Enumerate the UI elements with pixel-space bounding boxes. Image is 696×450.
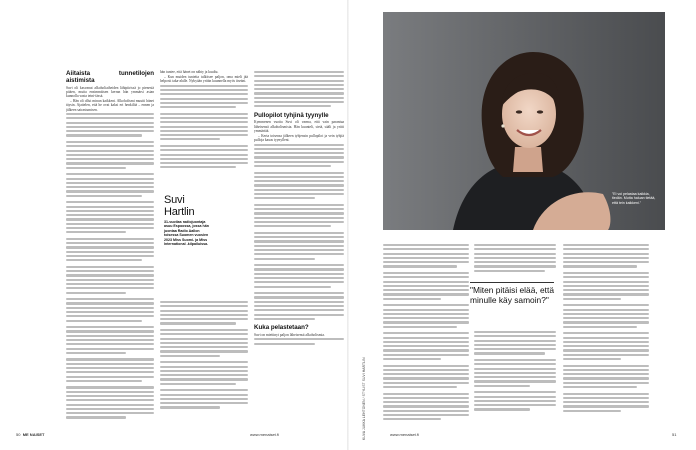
page-gutter — [347, 0, 349, 450]
article-paragraph: Kymmenen vuotta Suvi oli varma, että vain parantua läheisensä alkoholismista. Hän kuunteli, sietä, sääli ja yritti ymmärtää. — [254, 120, 344, 133]
section-heading-2: Pullopilot tyhjinä tyynylle — [254, 111, 329, 119]
article-column-1 — [66, 70, 154, 426]
article-column-2-bottom — [160, 300, 248, 426]
footer-left — [16, 432, 44, 437]
photo-caption: "Ei voi pelastaa kaikkia, tiedän. Mutta haluan tietää, että tein kaikkeni." — [612, 192, 656, 205]
body-text-lines — [66, 113, 154, 418]
article-column-2-top — [160, 70, 248, 192]
article-paragraph: – Kun muiden tunteita tulkitsee paljon, oma mieli jää helposti taka-alalle. Nykyään yritän kuunnella myös itseäni. — [160, 75, 248, 84]
article-column-6 — [563, 243, 649, 426]
pull-quote-rule-top — [470, 282, 554, 283]
profile-name: Suvi Hartlin — [164, 194, 195, 218]
article-paragraph: – Kerta toisensa jälkeen tyhjensin pullopilot ja vein tyhjiä pulloja kauas tyynylleni. — [254, 134, 344, 143]
article-column-5-bottom — [474, 330, 556, 426]
photo-credit-text: KUVA JUKKA LEHTONEN / STYLIST SUVI HARTLIN — [362, 357, 366, 440]
page-number-left: 50 — [16, 432, 21, 437]
article-paragraph: Suvi on miettinyt paljon läheisensä alkoholismia. — [254, 332, 325, 337]
body-text-lines — [474, 331, 556, 411]
body-text-lines — [254, 338, 344, 344]
body-text-lines — [160, 301, 248, 409]
footer-url-left: www.menaiset.fi — [250, 432, 279, 437]
body-text-lines — [563, 244, 649, 412]
body-text-lines — [254, 144, 344, 320]
body-text-lines — [254, 71, 344, 107]
article-paragraph: Suvi oli kasvanut alkoholiaiheiden lähipiirissä jo pienestä pitäen, mutta ensimmäisen kerran hän ymmärsi asian kunnolla vasta teini-iässä. — [66, 85, 154, 99]
author-profile-box — [164, 195, 214, 246]
section-heading-3: Kuka pelastetaan? — [254, 324, 309, 332]
body-text-lines — [160, 85, 248, 169]
footer-url-right: www.menaiset.fi — [390, 432, 419, 437]
article-column-4 — [383, 243, 469, 426]
article-paragraph: – Hän oli ollut minun kaikkeni. Alkoholismi muutti hänet täysin. Ajattelen, että he ovat kaksi eri henkilöä – ennen ja jälkeen sairastumisen. — [66, 99, 154, 112]
photo-credit — [362, 300, 368, 440]
article-column-3 — [254, 70, 344, 426]
section-heading: Aiitaista tunnetilojen aistimista — [66, 70, 154, 84]
page-number-right: 51 — [672, 432, 677, 437]
profile-bio: 31-vuotias radiojuontaja asuu Espoossa, jossa hän juontaa Radio Aallon toisessa Suomen vuosien 2023 Miss Suomi- ja Miss International -kilpailuissa. — [164, 220, 209, 247]
body-text-lines — [474, 244, 556, 272]
pull-quote: "Miten pitäisi elää, että minulle käy samoin?" — [470, 285, 554, 305]
article-column-5-top — [474, 243, 556, 277]
magazine-name: ME NAISET — [22, 432, 45, 437]
article-paragraph: hän tuntee, että hänet on nähty ja kuultu. — [160, 70, 219, 74]
body-text-lines — [383, 244, 469, 420]
